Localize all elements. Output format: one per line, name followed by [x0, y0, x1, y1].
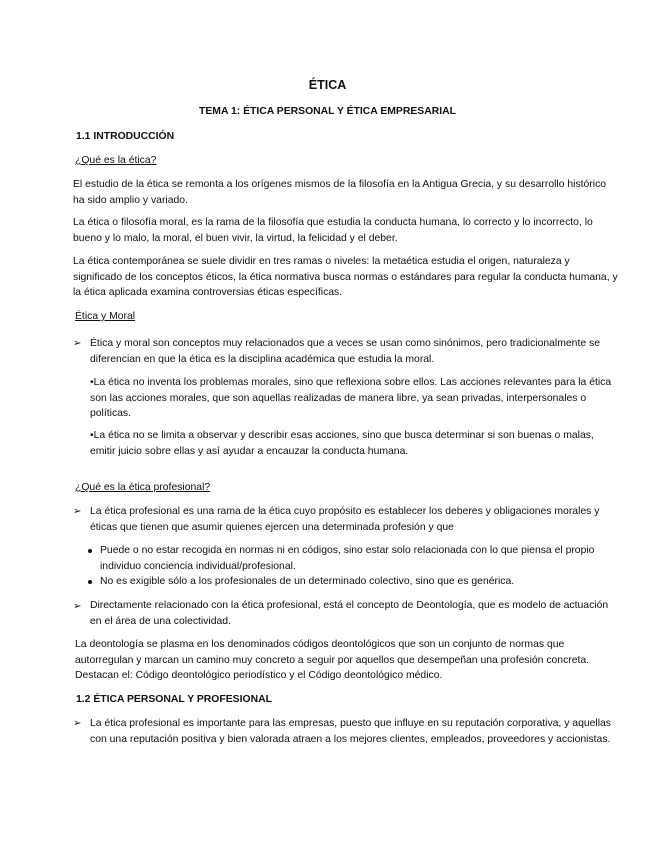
section-heading-etica-personal-profesional: 1.2 ÉTICA PERSONAL Y PROFESIONAL — [76, 694, 272, 705]
dot-item-generica: No es exigible sólo a los profesionales de un determinado colectivo, sino que es genérica. — [100, 576, 515, 587]
arrow-bullet-icon: ➢ — [73, 506, 82, 517]
subheading-etica-y-moral: Ética y Moral — [75, 311, 136, 322]
bullet-dot-icon — [88, 549, 92, 553]
document-subtitle: TEMA 1: ÉTICA PERSONAL Y ÉTICA EMPRESARIAL — [199, 106, 456, 117]
arrow-bullet-icon: ➢ — [73, 601, 82, 612]
subpoint-reflexion: •La ética no inventa los problemas morales, sino que reflexiona sobre ellos. Las acciones relevantes para la ética son las acciones morales, que son aquellas realizadas de manera libre, ya sean privadas, interpersonales o políticas. — [90, 377, 612, 419]
subheading-etica-profesional: ¿Qué es la ética profesional? — [75, 482, 211, 493]
section-heading-introduccion: 1.1 INTRODUCCIÓN — [76, 131, 175, 142]
bullet-etica-profesional: La ética profesional es una rama de la ética cuyo propósito es establecer los deberes y obligaciones morales y éticas que tienen que asumir quienes ejercen una determinada profesión y que — [90, 506, 600, 533]
paragraph-origen-etica: El estudio de la ética se remonta a los orígenes mismos de la filosofía en la Antigua Grecia, y su desarrollo histórico ha sido amplio y variado. — [73, 179, 607, 206]
document-title: ÉTICA — [308, 78, 347, 92]
bullet-etica-moral: Ética y moral son conceptos muy relacionados que a veces se usan como sinónimos, pero tradicionalmente se diferencian en que la ética es la disciplina académica que estudia la moral. — [90, 338, 600, 365]
dot-item-normas: Puede o no estar recogida en normas ni en códigos, sino estar solo relacionada con lo que piensa el propio individuo conciencia individual/profesional. — [100, 545, 595, 572]
arrow-bullet-icon: ➢ — [73, 338, 82, 349]
bullet-dot-icon — [88, 580, 92, 584]
bullet-deontologia: Directamente relacionado con la ética profesional, está el concepto de Deontología, que es modelo de actuación en el área de una colectividad. — [90, 600, 609, 627]
paragraph-codigos-deontologicos: La deontología se plasma en los denominados códigos deontológicos que son un conjunto de normas que autorregulan y marcan un camino muy concreto a seguir por aquellos que desempeñan una profesión concreta. Destacan el: Código deontológico periodístico y el Código deontológico médico. — [75, 639, 590, 681]
paragraph-definicion-etica: La ética o filosofía moral, es la rama de la filosofía que estudia la conducta humana, lo correcto y lo incorrecto, lo bueno y lo malo, la moral, el buen vivir, la virtud, la felicidad y el deber. — [73, 217, 593, 244]
bullet-reputacion: La ética profesional es importante para las empresas, puesto que influye en su reputación corporativa, y aquellas con una reputación positiva y bien valorada atraen a los mejores clientes, empleados, proveedores y accionistas. — [90, 718, 611, 745]
subheading-que-es-la-etica: ¿Qué es la ética? — [75, 155, 157, 166]
paragraph-ramas-etica: La ética contemporánea se suele dividir en tres ramas o niveles: la metaética estudia el origen, naturaleza y significado de los conceptos éticos, la ética normativa busca normas o estándares para regular la conducta humana, y la ética aplicada examina controversias éticas específicas. — [73, 256, 618, 298]
arrow-bullet-icon: ➢ — [73, 718, 82, 729]
subpoint-juicio: •La ética no se limita a observar y describir esas acciones, sino que busca determinar si son buenas o malas, emitir juicio sobre ellas y así ayudar a encauzar la conducta humana. — [90, 430, 594, 457]
